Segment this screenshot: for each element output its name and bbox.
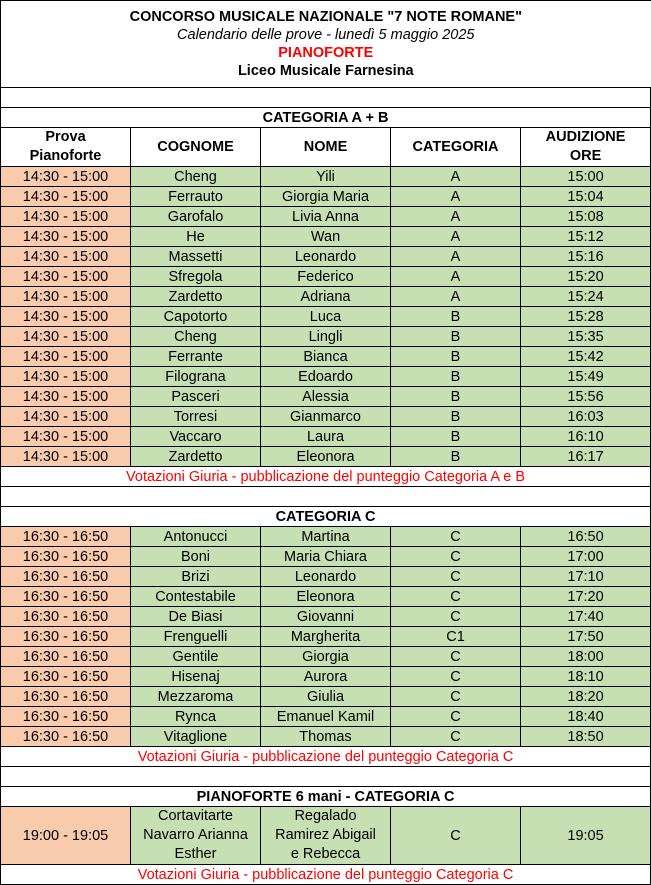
prova-cell: 14:30 - 15:00 xyxy=(1,207,131,227)
ore-cell: 15:49 xyxy=(521,367,651,387)
nome-cell: Giorgia Maria xyxy=(261,187,391,207)
prova-cell: 16:30 - 16:50 xyxy=(1,707,131,727)
cognome-line: Navarro Arianna xyxy=(143,827,248,843)
table-row xyxy=(1,207,651,227)
cognome-cell: Pasceri xyxy=(131,387,261,407)
ore-cell: 16:50 xyxy=(521,527,651,547)
nome-cell: Eleonora xyxy=(261,447,391,467)
table-row xyxy=(1,407,651,427)
table-row xyxy=(1,727,651,747)
categoria-cell: A xyxy=(391,287,521,307)
prova-cell: 14:30 - 15:00 xyxy=(1,407,131,427)
categoria-cell: C xyxy=(391,647,521,667)
spacer-row xyxy=(1,88,651,108)
cognome-cell: Hisenaj xyxy=(131,667,261,687)
cognome-cell: Zardetto xyxy=(131,287,261,307)
jury-note-6mani: Votazioni Giuria - pubblicazione del punteggio Categoria C xyxy=(1,865,651,885)
ore-cell: 15:16 xyxy=(521,247,651,267)
cognome-cell: Rynca xyxy=(131,707,261,727)
table-row xyxy=(1,307,651,327)
nome-cell: Martina xyxy=(261,527,391,547)
col-header-audizione: AUDIZIONE ORE xyxy=(521,128,651,167)
categoria-cell: A xyxy=(391,187,521,207)
cognome-cell: Zardetto xyxy=(131,447,261,467)
ore-cell: 15:04 xyxy=(521,187,651,207)
page-subtitle: Calendario delle prove - lunedì 5 maggio 2025 xyxy=(177,27,475,43)
table-row xyxy=(1,607,651,627)
ore-cell: 15:35 xyxy=(521,327,651,347)
header-block xyxy=(1,1,651,88)
nome-line: e Rebecca xyxy=(290,846,361,862)
nome-cell: Livia Anna xyxy=(261,207,391,227)
categoria-cell: C xyxy=(391,727,521,747)
categoria-cell: C xyxy=(391,587,521,607)
section-title-6mani: PIANOFORTE 6 mani - CATEGORIA C xyxy=(1,787,651,807)
table-row xyxy=(1,627,651,647)
categoria-cell: A xyxy=(391,267,521,287)
prova-cell: 14:30 - 15:00 xyxy=(1,347,131,367)
ore-cell: 15:12 xyxy=(521,227,651,247)
cognome-cell: Sfregola xyxy=(131,267,261,287)
prova-cell: 14:30 - 15:00 xyxy=(1,427,131,447)
table-row xyxy=(1,447,651,467)
ore-cell: 17:50 xyxy=(521,627,651,647)
instrument-label: PIANOFORTE xyxy=(278,45,374,61)
ore-cell: 15:08 xyxy=(521,207,651,227)
ore-cell: 16:17 xyxy=(521,447,651,467)
categoria-cell: A xyxy=(391,167,521,187)
table-row xyxy=(1,687,651,707)
cognome-cell: Antonucci xyxy=(131,527,261,547)
jury-note-ab: Votazioni Giuria - pubblicazione del punteggio Categoria A e B xyxy=(1,467,651,487)
table-row xyxy=(1,647,651,667)
table-row xyxy=(1,227,651,247)
nome-line: Ramirez Abigail xyxy=(275,827,376,843)
cognome-cell: Mezzaroma xyxy=(131,687,261,707)
categoria-cell: B xyxy=(391,327,521,347)
cognome-cell: Torresi xyxy=(131,407,261,427)
categoria-cell: B xyxy=(391,307,521,327)
prova-cell: 14:30 - 15:00 xyxy=(1,367,131,387)
table-row xyxy=(1,547,651,567)
nome-cell: Lingli xyxy=(261,327,391,347)
nome-cell: Emanuel Kamil xyxy=(261,707,391,727)
nome-cell: Gianmarco xyxy=(261,407,391,427)
ore-cell: 18:10 xyxy=(521,667,651,687)
table-row xyxy=(1,247,651,267)
cognome-cell: Gentile xyxy=(131,647,261,667)
col-header-nome: NOME xyxy=(261,128,391,167)
ore-cell: 15:56 xyxy=(521,387,651,407)
prova-cell: 14:30 - 15:00 xyxy=(1,307,131,327)
table-row xyxy=(1,347,651,367)
table-row xyxy=(1,387,651,407)
ore-cell: 16:10 xyxy=(521,427,651,447)
categoria-cell: C xyxy=(391,687,521,707)
categoria-cell: C1 xyxy=(391,627,521,647)
nome-cell: Bianca xyxy=(261,347,391,367)
nome-cell: Margherita xyxy=(261,627,391,647)
cognome-cell: Filograna xyxy=(131,367,261,387)
prova-cell: 16:30 - 16:50 xyxy=(1,527,131,547)
col-header-prova: Prova Pianoforte xyxy=(1,128,131,167)
spacer-row xyxy=(1,767,651,787)
ore-cell: 15:28 xyxy=(521,307,651,327)
section-title-ab: CATEGORIA A + B xyxy=(1,108,651,128)
prova-cell: 14:30 - 15:00 xyxy=(1,167,131,187)
categoria-cell: C xyxy=(391,607,521,627)
table-row xyxy=(1,167,651,187)
categoria-cell: B xyxy=(391,347,521,367)
categoria-cell: C xyxy=(391,547,521,567)
ore-cell: 15:20 xyxy=(521,267,651,287)
nome-cell: Giovanni xyxy=(261,607,391,627)
ore-cell: 15:24 xyxy=(521,287,651,307)
categoria-cell: B xyxy=(391,407,521,427)
ore-cell: 17:00 xyxy=(521,547,651,567)
categoria-cell: B xyxy=(391,447,521,467)
prova-cell: 16:30 - 16:50 xyxy=(1,587,131,607)
prova-cell: 16:30 - 16:50 xyxy=(1,727,131,747)
ore-cell: 17:10 xyxy=(521,567,651,587)
table-row xyxy=(1,587,651,607)
categoria-cell: A xyxy=(391,207,521,227)
table-row xyxy=(1,807,651,865)
table-row xyxy=(1,527,651,547)
cognome-cell: Garofalo xyxy=(131,207,261,227)
prova-cell: 14:30 - 15:00 xyxy=(1,247,131,267)
ore-cell: 18:00 xyxy=(521,647,651,667)
cognome-cell: Boni xyxy=(131,547,261,567)
prova-cell: 16:30 - 16:50 xyxy=(1,667,131,687)
nome-cell: Thomas xyxy=(261,727,391,747)
nome-cell xyxy=(261,807,391,865)
cognome-cell xyxy=(131,807,261,865)
cognome-cell: Contestabile xyxy=(131,587,261,607)
venue-label: Liceo Musicale Farnesina xyxy=(237,63,414,79)
nome-cell: Laura xyxy=(261,427,391,447)
cognome-cell: Ferrante xyxy=(131,347,261,367)
col-header-cognome: COGNOME xyxy=(131,128,261,167)
categoria-cell: C xyxy=(391,567,521,587)
cognome-cell: De Biasi xyxy=(131,607,261,627)
cognome-cell: Cheng xyxy=(131,327,261,347)
nome-cell: Aurora xyxy=(261,667,391,687)
cognome-cell: Massetti xyxy=(131,247,261,267)
cognome-line: Esther xyxy=(174,846,217,862)
prova-cell: 16:30 - 16:50 xyxy=(1,687,131,707)
jury-note-c: Votazioni Giuria - pubblicazione del punteggio Categoria C xyxy=(1,747,651,767)
prova-cell: 14:30 - 15:00 xyxy=(1,227,131,247)
categoria-cell: B xyxy=(391,367,521,387)
prova-cell: 19:00 - 19:05 xyxy=(1,807,131,865)
prova-cell: 14:30 - 15:00 xyxy=(1,267,131,287)
cognome-cell: Cheng xyxy=(131,167,261,187)
table-row xyxy=(1,287,651,307)
cognome-cell: Vaccaro xyxy=(131,427,261,447)
ore-cell: 16:03 xyxy=(521,407,651,427)
nome-cell: Yili xyxy=(261,167,391,187)
ore-cell: 18:40 xyxy=(521,707,651,727)
page-title: CONCORSO MUSICALE NAZIONALE "7 NOTE ROMANE" xyxy=(129,9,522,25)
ore-cell: 17:20 xyxy=(521,587,651,607)
col-header-categoria: CATEGORIA xyxy=(391,128,521,167)
nome-cell: Eleonora xyxy=(261,587,391,607)
categoria-cell: A xyxy=(391,227,521,247)
table-row xyxy=(1,667,651,687)
table-row xyxy=(1,327,651,347)
prova-cell: 16:30 - 16:50 xyxy=(1,607,131,627)
prova-cell: 14:30 - 15:00 xyxy=(1,327,131,347)
cognome-cell: Ferrauto xyxy=(131,187,261,207)
ore-cell: 18:50 xyxy=(521,727,651,747)
categoria-cell: B xyxy=(391,427,521,447)
prova-cell: 14:30 - 15:00 xyxy=(1,387,131,407)
categoria-cell: C xyxy=(391,527,521,547)
nome-cell: Luca xyxy=(261,307,391,327)
nome-cell: Federico xyxy=(261,267,391,287)
categoria-cell: C xyxy=(391,807,521,865)
table-row xyxy=(1,267,651,287)
categoria-cell: C xyxy=(391,667,521,687)
nome-cell: Giorgia xyxy=(261,647,391,667)
nome-cell: Edoardo xyxy=(261,367,391,387)
ore-cell: 15:42 xyxy=(521,347,651,367)
prova-cell: 16:30 - 16:50 xyxy=(1,627,131,647)
table-row xyxy=(1,187,651,207)
prova-cell: 16:30 - 16:50 xyxy=(1,647,131,667)
table-row xyxy=(1,427,651,447)
nome-cell: Giulia xyxy=(261,687,391,707)
categoria-cell: C xyxy=(391,707,521,727)
cognome-cell: Brizi xyxy=(131,567,261,587)
categoria-cell: B xyxy=(391,387,521,407)
ore-cell: 18:20 xyxy=(521,687,651,707)
spacer-row xyxy=(1,487,651,507)
nome-cell: Alessia xyxy=(261,387,391,407)
prova-cell: 14:30 - 15:00 xyxy=(1,187,131,207)
table-row xyxy=(1,707,651,727)
categoria-cell: A xyxy=(391,247,521,267)
table-row xyxy=(1,367,651,387)
cognome-cell: He xyxy=(131,227,261,247)
cognome-line: Cortavitarte xyxy=(158,808,233,824)
prova-cell: 16:30 - 16:50 xyxy=(1,547,131,567)
cognome-cell: Vitaglione xyxy=(131,727,261,747)
ore-cell: 19:05 xyxy=(521,807,651,865)
ore-cell: 15:00 xyxy=(521,167,651,187)
nome-cell: Maria Chiara xyxy=(261,547,391,567)
nome-cell: Leonardo xyxy=(261,247,391,267)
prova-cell: 16:30 - 16:50 xyxy=(1,567,131,587)
cognome-cell: Frenguelli xyxy=(131,627,261,647)
cognome-cell: Capotorto xyxy=(131,307,261,327)
table-row xyxy=(1,567,651,587)
prova-cell: 14:30 - 15:00 xyxy=(1,287,131,307)
prova-cell: 14:30 - 15:00 xyxy=(1,447,131,467)
section-title-c: CATEGORIA C xyxy=(1,507,651,527)
ore-cell: 17:40 xyxy=(521,607,651,627)
nome-cell: Wan xyxy=(261,227,391,247)
nome-cell: Leonardo xyxy=(261,567,391,587)
nome-cell: Adriana xyxy=(261,287,391,307)
nome-line: Regalado xyxy=(294,808,357,824)
